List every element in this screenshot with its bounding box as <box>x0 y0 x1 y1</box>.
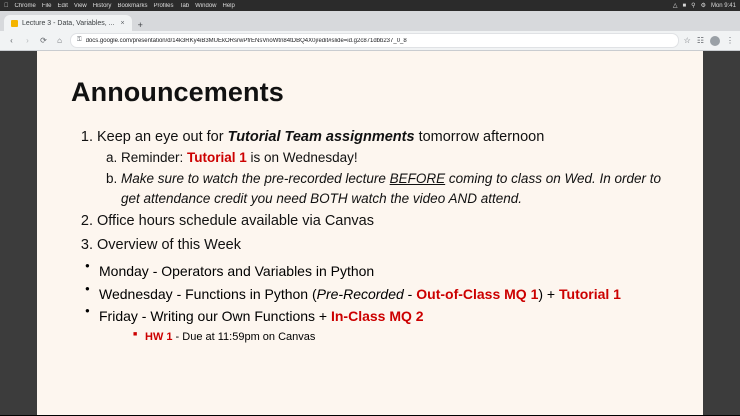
bullet-text-wed-2: Pre-Recorded <box>316 285 404 302</box>
item-text-1a: Keep an eye out for <box>97 129 228 145</box>
bookmark-star-icon[interactable]: ☆ <box>683 36 691 45</box>
address-bar[interactable] <box>70 33 679 48</box>
list-item <box>133 329 669 346</box>
presentation-viewport[interactable] <box>0 51 740 416</box>
sub-text-b1: Make sure to watch the pre-recorded lecture <box>121 170 390 186</box>
menu-item-profiles[interactable]: Profiles <box>148 2 169 9</box>
list-item <box>85 305 669 346</box>
bullet-text-wed-5: ) + <box>538 285 559 302</box>
browser-chrome <box>0 11 740 51</box>
lock-icon: ⚿ <box>77 37 82 43</box>
tab-lecture-3[interactable] <box>4 15 132 31</box>
os-menu-bar <box>0 0 740 11</box>
browser-toolbar <box>0 31 740 51</box>
menu-item-edit[interactable]: Edit <box>53 2 64 9</box>
home-icon[interactable]: ⌂ <box>57 35 62 45</box>
item-text-3: Overview of this Week <box>97 236 241 253</box>
menu-item-view[interactable]: View <box>69 2 83 9</box>
menu-item-history[interactable]: History <box>88 2 107 9</box>
sub-text-a1: Reminder: <box>121 150 188 166</box>
avatar[interactable] <box>710 36 720 46</box>
menu-item-window[interactable]: Window <box>190 2 212 9</box>
page-title: Announcements <box>71 77 284 107</box>
list-item <box>97 234 669 256</box>
clock-label: Mon 9:41 <box>710 2 736 9</box>
slides-favicon-icon <box>11 20 18 27</box>
new-tab-button[interactable]: + <box>137 20 143 30</box>
hw-label: HW 1 <box>145 331 173 344</box>
list-item <box>121 169 669 210</box>
homework-list <box>99 329 669 346</box>
menu-item-file[interactable]: File <box>37 2 48 9</box>
tab-strip <box>0 13 740 31</box>
toolbar-icon-group <box>684 36 734 46</box>
wifi-icon[interactable]: △ <box>672 3 678 9</box>
tab-title: Lecture 3 - Data, Variables, ... <box>22 19 115 27</box>
forward-icon[interactable]: › <box>26 35 29 45</box>
address-bar-url: docs.google.com/presentation/d/14k3RKy4iB3MUEkORsrwPfrENsVrioWtn84tDBQ4X0j/edit#slide=id.g2c871dbb237_0_8 <box>85 37 407 44</box>
sub-text-b2: BEFORE <box>389 170 446 186</box>
list-item <box>121 148 669 168</box>
slide-canvas <box>37 51 703 416</box>
slide-content <box>37 51 703 346</box>
sub-text-a2: Tutorial 1 <box>187 150 247 166</box>
bullet-text-fri-1: Friday - Writing our Own Functions + <box>99 307 331 324</box>
search-icon[interactable]: ⚲ <box>691 3 696 9</box>
list-item <box>97 210 669 232</box>
bullet-text-fri-2: In-Class MQ 2 <box>330 307 424 324</box>
menu-item-tab[interactable]: Tab <box>174 2 185 9</box>
list-item <box>85 283 669 305</box>
bullet-text-wed-3: - <box>403 285 417 302</box>
menu-status-area <box>673 2 736 9</box>
bullet-text-monday: Monday - Operators and Variables in Python <box>99 263 375 280</box>
item-text-2: Office hours schedule available via Canvas <box>97 213 375 230</box>
announcements-list <box>71 126 669 256</box>
control-center-icon[interactable]: ⚙ <box>700 3 706 9</box>
bullet-text-wed-4: Out-of-Class MQ 1 <box>416 285 539 302</box>
menu-item-help[interactable]: Help <box>218 2 231 9</box>
list-item <box>85 260 669 282</box>
hw-due-text: - Due at 11:59pm on Canvas <box>172 331 316 344</box>
extensions-icon[interactable]: ☷ <box>696 36 704 45</box>
menu-item-bookmarks[interactable]: Bookmarks <box>112 2 143 9</box>
sub-text-a3: is on Wednesday! <box>246 150 358 166</box>
list-item <box>97 126 669 209</box>
back-icon[interactable]: ‹ <box>10 35 13 45</box>
menu-item-chrome[interactable]: Chrome <box>10 2 32 9</box>
battery-icon[interactable]: ■ <box>682 2 687 9</box>
bullet-text-wed-6: Tutorial 1 <box>559 285 621 302</box>
reload-icon[interactable]: ⟳ <box>40 35 47 45</box>
sub-list-1 <box>97 148 669 209</box>
sub-text-b3: coming to class on Wed. In order to get attendance credit you need BOTH watch the video AND attend. <box>121 170 662 206</box>
bullet-text-wed-1: Wednesday - Functions in Python ( <box>99 285 317 302</box>
close-icon[interactable]: × <box>120 19 125 27</box>
chrome-menu-icon[interactable]: ⋮ <box>726 36 734 45</box>
week-overview-list <box>71 260 669 346</box>
item-text-1b: Tutorial Team assignments <box>227 129 415 145</box>
item-text-1c: tomorrow afternoon <box>414 129 545 145</box>
apple-menu-icon[interactable] <box>4 3 9 9</box>
